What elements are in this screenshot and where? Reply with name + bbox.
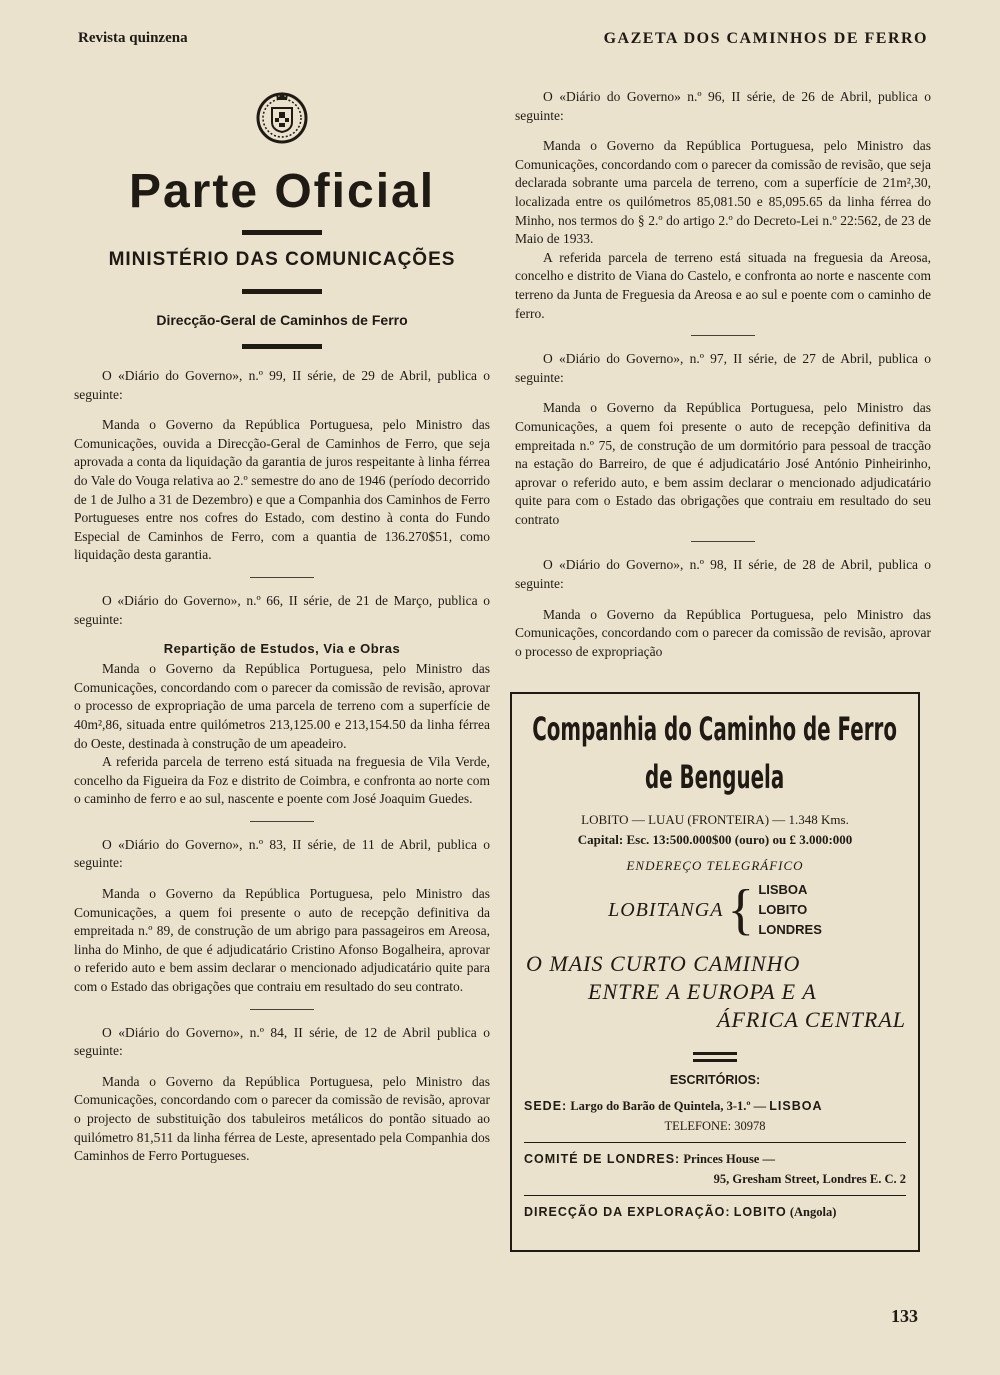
brace-icon: { (727, 879, 755, 941)
decree-99-intro: O «Diário do Governo», n.º 99, II série, de 29 de Abril, publica o seguinte: (74, 368, 490, 402)
benguela-railway-advertisement (510, 692, 920, 1252)
sede-line (524, 1096, 906, 1116)
decree-66-text: Manda o Governo da República Portuguesa, pelo Ministro das Comunicações, concordando com o parecer da comissão de revisão, aprovar o processo de expropriação de uma parcela de terreno com a superfície de 40m²,86, situada entre quilómetros 213,125.00 e 213,154.50 da linha férrea do Oeste, destinada à construção de um apeadeiro. (74, 661, 490, 751)
decree-66-text-continued: A referida parcela de terreno está situada na freguesia de Vila Verde, concelho da Figueira da Foz e distrito de Coimbra, e confronta ao norte com o caminho de ferro e ao sul, nascente e poente com José Joaquim Guedes. (74, 754, 490, 807)
direccao-city: LOBITO (733, 1205, 787, 1219)
separator (250, 821, 314, 822)
ministry-rule (242, 289, 322, 294)
london-address-continued: 95, Gresham Street, Londres E. C. 2 (713, 1172, 906, 1186)
page-number: 133 (891, 1306, 918, 1326)
slogan-line-2: ENTRE A EUROPA E A (588, 979, 817, 1004)
sede-city: LISBOA (769, 1099, 823, 1113)
capital-line: Capital: Esc. 13:500.000$00 (ouro) ou £ 3.000:000 (577, 832, 853, 847)
page-title: Parte Oficial (128, 165, 436, 218)
running-header-right: GAZETA DOS CAMINHOS DE FERRO (603, 30, 928, 47)
decree-98-intro: O «Diário do Governo», n.º 98, II série, de 28 de Abril, publica o seguinte: (515, 557, 931, 592)
title-rule (242, 230, 322, 235)
decree-98-text: Manda o Governo da República Portuguesa, pelo Ministro das Comunicações, concordando com o parecer da comissão de revisão, aprovar o processo de expropriação (515, 606, 931, 659)
london-line (524, 1149, 906, 1169)
decree-96-text-continued: A referida parcela de terreno está situada na freguesia da Areosa, concelho e distrito de Viana do Castelo, e confronta ao norte e nascente com terreno da Junta de Freguesia da Areosa e ao sul e poente com o caminho de ferro. (515, 249, 931, 321)
decree-97-intro: O «Diário do Governo», n.º 97, II série, de 27 de Abril, publica o seguinte: (515, 351, 931, 385)
decree-96-intro: O «Diário do Governo» n.º 96, II série, de 26 de Abril, publica o seguinte: (515, 89, 931, 123)
ad-divider (524, 1195, 906, 1196)
telegraph-address (524, 880, 906, 940)
london-address: Princes House — (683, 1152, 775, 1166)
company-name-continued: de Benguela (645, 758, 785, 796)
ad-rule (693, 1059, 737, 1062)
telegraph-label: ENDEREÇO TELEGRÁFICO (626, 858, 804, 873)
ad-rule (693, 1052, 737, 1055)
decree-83-intro: O «Diário do Governo», n.º 83, II série, de 11 de Abril, publica o seguinte: (74, 836, 490, 871)
direccao-label: DIRECÇÃO DA EXPLORAÇÃO: (524, 1205, 731, 1219)
decree-84-text: Manda o Governo da República Portuguesa, pelo Ministro das Comunicações, concordando com o parecer da comissão de revisão, aprovar o projecto de substituição dos tabuleiros metálicos do pontão situado ao quilómetro 81,511 da linha férrea de Leste, apresentado pela Companhia dos Caminhos de Ferro Portugueses. (74, 1073, 490, 1164)
direccao-country: (Angola) (789, 1205, 837, 1219)
telephone: TELEFONE: 30978 (664, 1119, 766, 1133)
route-line: LOBITO — LUAU (FRONTEIRA) — 1.348 Kms. (581, 812, 849, 827)
slogan-line-1: O MAIS CURTO CAMINHO (526, 951, 801, 976)
directorate-heading: Direcção-Geral de Caminhos de Ferro (156, 312, 408, 328)
ad-divider (524, 1142, 906, 1143)
offices-label: ESCRITÓRIOS: (669, 1073, 761, 1087)
ministry-heading: MINISTÉRIO DAS COMUNICAÇÕES (108, 249, 456, 270)
right-column (515, 88, 931, 661)
company-name: Companhia do Caminho de Ferro (532, 710, 898, 748)
telegraph-word: LOBITANGA (608, 898, 724, 921)
running-header-left: Revista quinzena (78, 30, 188, 46)
decree-83-text: Manda o Governo da República Portuguesa, pelo Ministro das Comunicações, a quem foi presente o auto de recepção definitiva da empreitada n.º 89, de construção de um abrigo para passageiros em Areosa, linha do Minho, de que é adjudicatário Cristino Afonso Bogalheira, aprovar o referido auto e bem assim declarar o mencionado adjudicatário quite para com o Estado das obrigações que contraiu em resultado do seu contrato. (74, 886, 490, 995)
telegraph-city: LOBITO (758, 902, 808, 917)
decree-84-intro: O «Diário do Governo», n.º 84, II série, de 12 de Abril publica o seguinte: (74, 1024, 490, 1059)
separator (691, 335, 755, 336)
decree-99-text: Manda o Governo da República Portuguesa, pelo Ministro das Comunicações, ouvida a Direcção-Geral de Caminhos de Ferro, que seja aprovada a conta da liquidação da garantia de juros respeitante à linha férrea do Vale do Vouga relativa ao 2.º semestre do ano de 1946 (período decorrido de 1 de Julho a 31 de Dezembro) e que a Companhia dos Caminhos de Ferro Portugueses entre nos cofres do Estado, com destino à conta do Fundo Especial de Caminhos de Ferro, com a quantia de 136.270$51, como liquidação desta garantia. (74, 417, 490, 563)
portuguese-coat-of-arms-icon (255, 88, 309, 144)
sede-address: Largo do Barão de Quintela, 3-1.º — (570, 1099, 767, 1113)
left-column (74, 88, 490, 1166)
sede-label: SEDE: (524, 1099, 568, 1113)
telegraph-city: LISBOA (758, 882, 808, 897)
separator (250, 577, 314, 578)
slogan-line-3: ÁFRICA CENTRAL (717, 1007, 906, 1032)
separator (691, 541, 755, 542)
london-label: COMITÉ DE LONDRES: (524, 1152, 681, 1166)
decree-66-intro: O «Diário do Governo», n.º 66, II série, de 21 de Março, publica o seguinte: (74, 592, 490, 627)
direccao-line (524, 1202, 906, 1222)
telegraph-cities (758, 880, 822, 940)
decree-97-text: Manda o Governo da República Portuguesa, pelo Ministro das Comunicações, a quem foi presente o auto de recepção definitiva da empreitada n.º 75, de construção de um dormitório para pessoal de tracção na estação do Barreiro, de que é adjudicatário José António Pinheirinho, aprovar o referido auto, e bem assim declarar o mencionado adjudicatário quite para com o Estado das obrigações que contraiu em resultado do seu contrato (515, 400, 931, 527)
decree-96-text: Manda o Governo da República Portuguesa, pelo Ministro das Comunicações, concordando com o parecer da comissão de revisão, que seja declarada sobrante uma parcela de terreno, com a superfície de 21m²,30, localizada entre os quilómetros 85,081.50 e 85,095.65 da linha férrea do Minho, nos termos do § 2.º do artigo 2.º do Decreto-Lei n.º 22:562, de 23 de Maio de 1933. (515, 138, 931, 247)
telegraph-city: LONDRES (758, 922, 822, 937)
separator (250, 1009, 314, 1010)
decree-66-subheading: Repartição de Estudos, Via e Obras (163, 641, 401, 657)
